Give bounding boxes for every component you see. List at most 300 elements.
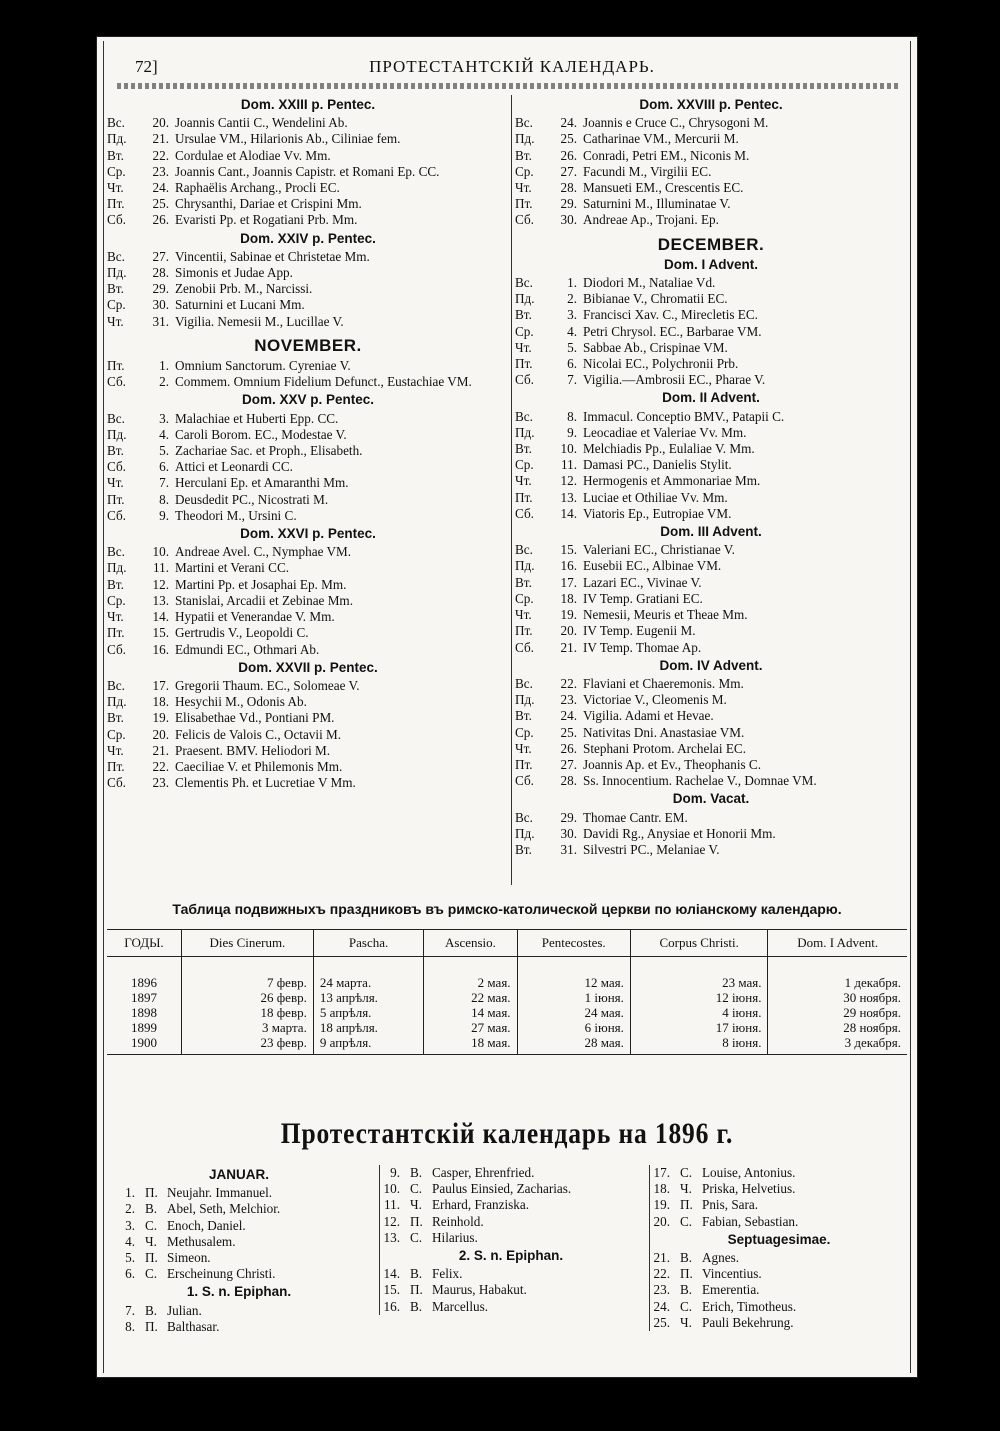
weekday: П. bbox=[680, 1197, 693, 1213]
weekday: Вс. bbox=[515, 542, 533, 558]
calendar-row bbox=[107, 115, 509, 131]
saints-text: Silvestri PC., Melaniae V. bbox=[583, 841, 720, 857]
day-number: 4. bbox=[159, 426, 169, 442]
saints-text: Damasi PC., Danielis Stylit. bbox=[583, 457, 732, 473]
table-cell: 17 іюня. bbox=[630, 1020, 768, 1035]
calendar-row bbox=[107, 297, 509, 313]
saints-text: Joannis e Cruce C., Chrysogoni M. bbox=[583, 115, 769, 131]
names-text: Fabian, Sebastian. bbox=[702, 1213, 799, 1229]
calendar-row bbox=[380, 1266, 642, 1282]
day-number: 18. bbox=[152, 694, 169, 710]
saints-text: Valeriani EC., Christianae V. bbox=[583, 542, 735, 558]
calendar-row bbox=[515, 575, 907, 591]
table-cell: 24 мая. bbox=[517, 1005, 630, 1020]
day-number: 20. bbox=[653, 1213, 670, 1229]
weekday: Ч. bbox=[410, 1197, 422, 1213]
weekday: Ср. bbox=[515, 163, 534, 179]
table-cell: 4 іюня. bbox=[630, 1005, 768, 1020]
calendar-row bbox=[109, 1319, 369, 1335]
weekday: В. bbox=[145, 1302, 158, 1318]
names-text: Priska, Helvetius. bbox=[702, 1181, 796, 1197]
saints-text: Nativitas Dni. Anastasiae VM. bbox=[583, 724, 745, 740]
saints-text: Martini Pp. et Josaphai Ep. Mm. bbox=[175, 576, 347, 592]
calendar-row bbox=[107, 593, 509, 609]
weekday: Ср. bbox=[515, 590, 534, 606]
day-number: 22. bbox=[560, 675, 577, 691]
calendar-row bbox=[107, 180, 509, 196]
day-number: 26. bbox=[152, 212, 169, 228]
spacer-cell bbox=[313, 957, 424, 976]
day-number: 8. bbox=[159, 491, 169, 507]
column-header: Dies Cinerum. bbox=[181, 930, 313, 957]
weekday: С. bbox=[680, 1165, 693, 1180]
calendar-row bbox=[107, 196, 509, 212]
weekday: Вт. bbox=[107, 710, 124, 726]
saints-text: Hypatii et Venerandae V. Mm. bbox=[175, 609, 335, 625]
table-cell: 3 декабря. bbox=[768, 1035, 907, 1055]
weekday: В. bbox=[410, 1165, 423, 1180]
day-number: 21. bbox=[560, 639, 577, 655]
day-number: 19. bbox=[560, 607, 577, 623]
saints-text: Commem. Omnium Fidelium Defunct., Eustachiae VM. bbox=[175, 374, 472, 390]
spacer-cell bbox=[181, 957, 313, 976]
weekday: Вт. bbox=[515, 307, 532, 323]
calendar-row bbox=[107, 544, 509, 560]
saints-text: Zachariae Sac. et Proph., Elisabeth. bbox=[175, 443, 363, 459]
calendar-row bbox=[107, 743, 509, 759]
calendar-row bbox=[107, 577, 509, 593]
weekday: Сб. bbox=[107, 212, 126, 228]
saints-text: IV Temp. Thomae Ap. bbox=[583, 639, 702, 655]
day-number: 27. bbox=[560, 756, 577, 772]
weekday: Пд. bbox=[515, 291, 535, 307]
day-number: 13. bbox=[560, 489, 577, 505]
calendar-row bbox=[515, 372, 907, 388]
day-number: 14. bbox=[152, 609, 169, 625]
table-cell: 18 февр. bbox=[181, 1005, 313, 1020]
calendar-row bbox=[107, 759, 509, 775]
day-number: 3. bbox=[567, 307, 577, 323]
day-number: 9. bbox=[159, 507, 169, 523]
day-number: 16. bbox=[560, 558, 577, 574]
calendar-row bbox=[380, 1230, 642, 1246]
saints-text: Felicis de Valois C., Octavii M. bbox=[175, 726, 342, 742]
section-heading: Dom. Vacat. bbox=[672, 791, 750, 807]
calendar-page bbox=[96, 36, 918, 1378]
calendar-row bbox=[515, 340, 907, 356]
calendar-row bbox=[107, 443, 509, 459]
saints-text: Gertrudis V., Leopoldi C. bbox=[175, 625, 309, 641]
saints-text: Edmundi EC., Othmari Ab. bbox=[175, 641, 320, 657]
column-header: Ascensio. bbox=[424, 930, 517, 957]
weekday: Чт. bbox=[107, 475, 124, 491]
saints-text: Theodori M., Ursini C. bbox=[175, 507, 297, 523]
table-cell: 1 іюня. bbox=[517, 990, 630, 1005]
day-number: 28. bbox=[152, 265, 169, 281]
day-number: 3. bbox=[159, 410, 169, 426]
weekday: Пд. bbox=[107, 131, 127, 147]
day-number: 5. bbox=[159, 443, 169, 459]
names-text: Julian. bbox=[167, 1302, 202, 1318]
calendar-row bbox=[107, 492, 509, 508]
weekday: Пт. bbox=[515, 623, 533, 639]
day-number: 26. bbox=[560, 740, 577, 756]
saints-text: Bibianae V., Chromatii EC. bbox=[583, 291, 728, 307]
day-number: 25. bbox=[560, 724, 577, 740]
weekday: Вт. bbox=[515, 147, 532, 163]
names-text: Paulus Einsied, Zacharias. bbox=[432, 1181, 572, 1197]
names-text: Emerentia. bbox=[702, 1282, 760, 1298]
protestant-column-3 bbox=[649, 1165, 908, 1331]
calendar-row bbox=[107, 249, 509, 265]
section-heading: 1. S. n. Epiphan. bbox=[186, 1284, 292, 1300]
table-cell: 14 мая. bbox=[424, 1005, 517, 1020]
calendar-row bbox=[380, 1214, 642, 1230]
saints-text: Andreae Ap., Trojani. Ep. bbox=[583, 212, 719, 228]
column-header: Dom. I Advent. bbox=[768, 930, 907, 957]
table-cell: 1898 bbox=[130, 1005, 157, 1020]
calendar-row bbox=[107, 411, 509, 427]
day-number: 30. bbox=[560, 212, 577, 228]
day-number: 15. bbox=[152, 625, 169, 641]
weekday: В. bbox=[680, 1250, 693, 1266]
day-number: 5. bbox=[567, 339, 577, 355]
section-heading: Dom. XXVI p. Pentec. bbox=[240, 526, 376, 542]
day-number: 23. bbox=[653, 1282, 670, 1298]
movable-feasts-title: Таблица подвижныхъ праздниковъ въ римско-католической церкви по юліанскому календарю. bbox=[172, 901, 842, 917]
saints-text: Herculani Ep. et Amaranthi Mm. bbox=[175, 475, 349, 491]
table-header-row bbox=[107, 930, 907, 957]
calendar-row bbox=[515, 623, 907, 639]
table-cell: 24 марта. bbox=[313, 975, 424, 990]
saints-text: Malachiae et Huberti Epp. CC. bbox=[175, 410, 339, 426]
saints-text: Catharinae VM., Mercurii M. bbox=[583, 131, 739, 147]
calendar-row bbox=[650, 1315, 908, 1331]
table-row bbox=[107, 1020, 907, 1035]
weekday: С. bbox=[680, 1298, 693, 1314]
day-number: 6. bbox=[159, 459, 169, 475]
weekday: Пд. bbox=[515, 558, 535, 574]
weekday: Вт. bbox=[515, 841, 532, 857]
weekday: Чт. bbox=[107, 742, 124, 758]
weekday: Вт. bbox=[515, 708, 532, 724]
saints-text: Andreae Avel. C., Nymphae VM. bbox=[175, 544, 352, 560]
saints-text: Vigilia. Adami et Hevae. bbox=[583, 708, 714, 724]
protestant-column-1 bbox=[109, 1165, 369, 1335]
calendar-row bbox=[380, 1197, 642, 1213]
saints-text: Saturnini et Lucani Mm. bbox=[175, 297, 305, 313]
calendar-row bbox=[650, 1282, 908, 1298]
weekday: Вт. bbox=[515, 574, 532, 590]
weekday: С. bbox=[680, 1213, 693, 1229]
calendar-row bbox=[109, 1218, 369, 1234]
calendar-row bbox=[650, 1197, 908, 1213]
day-number: 19. bbox=[152, 710, 169, 726]
column-header: Corpus Christi. bbox=[630, 930, 768, 957]
calendar-row bbox=[380, 1165, 642, 1181]
day-number: 12. bbox=[152, 576, 169, 592]
page-number: 72] bbox=[135, 57, 158, 76]
day-number: 23. bbox=[152, 163, 169, 179]
table-cell: 1900 bbox=[107, 1035, 181, 1055]
section-heading: Dom. XXVII p. Pentec. bbox=[238, 659, 378, 675]
calendar-row bbox=[107, 314, 509, 330]
day-number: 13. bbox=[152, 592, 169, 608]
month-heading: NOVEMBER. bbox=[254, 335, 362, 355]
weekday: Чт. bbox=[107, 180, 124, 196]
calendar-row bbox=[107, 459, 509, 475]
names-text: Marcellus. bbox=[432, 1298, 489, 1314]
day-number: 12. bbox=[560, 473, 577, 489]
spacer-cell bbox=[768, 957, 907, 976]
weekday: Вс. bbox=[515, 809, 533, 825]
day-number: 24. bbox=[560, 708, 577, 724]
weekday: Ср. bbox=[107, 726, 126, 742]
section-heading: Dom. III Advent. bbox=[660, 524, 762, 540]
calendar-row bbox=[109, 1201, 369, 1217]
saints-text: Thomae Cantr. EM. bbox=[583, 809, 688, 825]
day-number: 16. bbox=[383, 1298, 400, 1314]
names-text: Pauli Bekehrung. bbox=[702, 1314, 794, 1330]
calendar-row bbox=[650, 1181, 908, 1197]
day-number: 25. bbox=[152, 196, 169, 212]
saints-text: Lazari EC., Vivinae V. bbox=[583, 574, 702, 590]
day-number: 24. bbox=[560, 115, 577, 131]
weekday: Вт. bbox=[107, 281, 124, 297]
saints-text: Zenobii Prb. M., Narcissi. bbox=[175, 281, 313, 297]
weekday: Вт. bbox=[107, 443, 124, 459]
saints-text: Stephani Protom. Archelai EC. bbox=[583, 740, 746, 756]
saints-text: Nicolai EC., Polychronii Prb. bbox=[583, 356, 739, 372]
section-heading: Dom. I Advent. bbox=[663, 256, 758, 272]
weekday: Вт. bbox=[515, 441, 532, 457]
calendar-row bbox=[107, 212, 509, 228]
calendar-row bbox=[515, 148, 907, 164]
calendar-row bbox=[515, 457, 907, 473]
saints-text: Stanislai, Arcadii et Zebinae Mm. bbox=[175, 592, 353, 608]
saints-text: Ss. Innocentium. Rachelae V., Domnae VM. bbox=[583, 773, 817, 789]
weekday: Вт. bbox=[107, 147, 124, 163]
saints-text: Evaristi Pp. et Rogatiani Prb. Mm. bbox=[175, 212, 358, 228]
calendar-row bbox=[515, 115, 907, 131]
saints-text: Gregorii Thaum. EC., Solomeae V. bbox=[175, 677, 360, 693]
names-text: Louise, Antonius. bbox=[702, 1165, 796, 1180]
saints-text: Facundi M., Virgilii EC. bbox=[583, 163, 712, 179]
weekday: Ср. bbox=[515, 323, 534, 339]
spacer-cell bbox=[424, 957, 517, 976]
weekday: Пт. bbox=[107, 491, 125, 507]
day-number: 23. bbox=[152, 775, 169, 791]
column-header: ГОДЫ. bbox=[107, 930, 181, 957]
wavy-rule bbox=[117, 83, 901, 89]
day-number: 22. bbox=[653, 1266, 670, 1282]
table-cell: 1899 bbox=[130, 1020, 157, 1035]
calendar-row bbox=[515, 291, 907, 307]
calendar-row bbox=[107, 625, 509, 641]
calendar-row bbox=[515, 558, 907, 574]
section-heading: 2. S. n. Epiphan. bbox=[458, 1248, 564, 1264]
weekday: Пт. bbox=[107, 758, 125, 774]
day-number: 3. bbox=[125, 1217, 135, 1233]
saints-text: Attici et Leonardi CC. bbox=[175, 459, 293, 475]
saints-text: Leocadiae et Valeriae Vv. Mm. bbox=[583, 424, 747, 440]
calendar-row bbox=[109, 1250, 369, 1266]
weekday: П. bbox=[410, 1213, 423, 1229]
protestant-column-2 bbox=[379, 1165, 642, 1315]
saints-text: Deusdedit PC., Nicostrati M. bbox=[175, 491, 329, 507]
calendar-row bbox=[515, 506, 907, 522]
table-cell: 28 мая. bbox=[517, 1035, 630, 1055]
table-cell: 8 іюня. bbox=[630, 1035, 768, 1055]
column-header: Pascha. bbox=[313, 930, 424, 957]
table-cell: 13 апрѣля. bbox=[313, 990, 424, 1005]
day-number: 21. bbox=[152, 742, 169, 758]
table-cell: 1897 bbox=[130, 990, 157, 1005]
weekday: Пд. bbox=[107, 694, 127, 710]
day-number: 2. bbox=[125, 1201, 135, 1217]
weekday: Вс. bbox=[107, 544, 125, 560]
calendar-row bbox=[515, 591, 907, 607]
day-number: 10. bbox=[560, 441, 577, 457]
day-number: 18. bbox=[653, 1181, 670, 1197]
day-number: 24. bbox=[653, 1298, 670, 1314]
calendar-row bbox=[650, 1214, 908, 1230]
day-number: 30. bbox=[560, 825, 577, 841]
calendar-row bbox=[107, 164, 509, 180]
saints-text: Conradi, Petri EM., Niconis M. bbox=[583, 147, 750, 163]
names-text: Simeon. bbox=[167, 1250, 211, 1266]
calendar-row bbox=[107, 775, 509, 791]
weekday: В. bbox=[145, 1201, 158, 1217]
calendar-row bbox=[107, 427, 509, 443]
day-number: 21. bbox=[152, 131, 169, 147]
calendar-row bbox=[515, 490, 907, 506]
calendar-row bbox=[109, 1234, 369, 1250]
names-text: Pnis, Sara. bbox=[702, 1197, 759, 1213]
names-text: Erhard, Franziska. bbox=[432, 1197, 530, 1213]
calendar-row bbox=[107, 694, 509, 710]
spacer-row bbox=[107, 957, 907, 976]
weekday: Пт. bbox=[107, 196, 125, 212]
table-row bbox=[107, 975, 907, 990]
calendar-row bbox=[515, 356, 907, 372]
saints-text: Chrysanthi, Dariae et Crispini Mm. bbox=[175, 196, 362, 212]
day-number: 31. bbox=[560, 841, 577, 857]
weekday: Сб. bbox=[515, 639, 534, 655]
calendar-row bbox=[380, 1181, 642, 1197]
weekday: Сб. bbox=[515, 505, 534, 521]
day-number: 20. bbox=[560, 623, 577, 639]
saints-text: Eusebii EC., Albinae VM. bbox=[583, 558, 722, 574]
table-cell: 18 апрѣля. bbox=[313, 1020, 424, 1035]
section-heading: Dom. XXIII p. Pentec. bbox=[240, 97, 376, 112]
calendar-row bbox=[515, 842, 907, 858]
weekday: Чт. bbox=[515, 740, 532, 756]
day-number: 1. bbox=[567, 275, 577, 291]
day-number: 8. bbox=[125, 1318, 135, 1334]
weekday: Чт. bbox=[515, 473, 532, 489]
weekday: Пд. bbox=[107, 265, 127, 281]
day-number: 7. bbox=[159, 475, 169, 491]
saints-text: Joannis Cantii C., Wendelini Ab. bbox=[175, 115, 348, 131]
weekday: Вс. bbox=[107, 115, 125, 131]
calendar-row bbox=[515, 826, 907, 842]
day-number: 15. bbox=[560, 542, 577, 558]
weekday: Пд. bbox=[515, 825, 535, 841]
weekday: Вс. bbox=[107, 677, 125, 693]
saints-text: Francisci Xav. C., Mirecletis EC. bbox=[583, 307, 758, 323]
section-heading: Dom. XXV p. Pentec. bbox=[241, 392, 375, 408]
calendar-row bbox=[515, 741, 907, 757]
table-cell: 23 февр. bbox=[181, 1035, 313, 1055]
calendar-row bbox=[107, 727, 509, 743]
section-heading: Dom. XXIV p. Pentec. bbox=[240, 230, 376, 246]
day-number: 16. bbox=[152, 641, 169, 657]
names-text: Felix. bbox=[432, 1266, 463, 1282]
spacer-cell bbox=[630, 957, 768, 976]
day-number: 22. bbox=[152, 147, 169, 163]
saints-text: Sabbae Ab., Crispinae VM. bbox=[583, 339, 728, 355]
table-cell: 30 ноября. bbox=[768, 990, 907, 1005]
weekday: Чт. bbox=[107, 313, 124, 329]
weekday: Сб. bbox=[515, 372, 534, 388]
saints-text: Viatoris Ep., Eutropiae VM. bbox=[583, 505, 732, 521]
table-cell: 2 мая. bbox=[424, 975, 517, 990]
day-number: 11. bbox=[561, 457, 577, 473]
calendar-row bbox=[107, 148, 509, 164]
weekday: Пд. bbox=[515, 692, 535, 708]
calendar-row bbox=[515, 607, 907, 623]
day-number: 25. bbox=[560, 131, 577, 147]
calendar-row bbox=[107, 609, 509, 625]
calendar-row bbox=[107, 678, 509, 694]
weekday: С. bbox=[410, 1229, 423, 1245]
day-number: 29. bbox=[560, 196, 577, 212]
calendar-row bbox=[107, 265, 509, 281]
day-number: 2. bbox=[567, 291, 577, 307]
day-number: 9. bbox=[567, 424, 577, 440]
weekday: Сб. bbox=[107, 775, 126, 791]
day-number: 1. bbox=[125, 1185, 135, 1201]
calendar-row bbox=[515, 212, 907, 228]
weekday: Вс. bbox=[515, 275, 533, 291]
day-number: 11. bbox=[153, 560, 169, 576]
weekday: Пт. bbox=[107, 625, 125, 641]
calendar-row bbox=[107, 281, 509, 297]
saints-text: Luciae et Othiliae Vv. Mm. bbox=[583, 489, 728, 505]
spacer-cell bbox=[107, 957, 181, 976]
column-header: Pentecostes. bbox=[517, 930, 630, 957]
saints-text: Hesychii M., Odonis Ab. bbox=[175, 694, 307, 710]
weekday: Пт. bbox=[515, 489, 533, 505]
weekday: В. bbox=[410, 1298, 423, 1314]
calendar-left-column bbox=[107, 95, 509, 791]
day-number: 13. bbox=[383, 1229, 400, 1245]
weekday: Ч. bbox=[680, 1181, 692, 1197]
table-cell: 6 іюня. bbox=[517, 1020, 630, 1035]
weekday: Ч. bbox=[145, 1233, 157, 1249]
day-number: 18. bbox=[560, 590, 577, 606]
calendar-row bbox=[650, 1266, 908, 1282]
day-number: 4. bbox=[567, 323, 577, 339]
day-number: 31. bbox=[152, 313, 169, 329]
day-number: 17. bbox=[560, 574, 577, 590]
names-text: Erscheinung Christi. bbox=[167, 1266, 276, 1282]
section-heading: Septuagesimae. bbox=[727, 1231, 831, 1247]
saints-text: Martini et Verani CC. bbox=[175, 560, 290, 576]
calendar-row bbox=[107, 710, 509, 726]
day-number: 25. bbox=[653, 1314, 670, 1330]
